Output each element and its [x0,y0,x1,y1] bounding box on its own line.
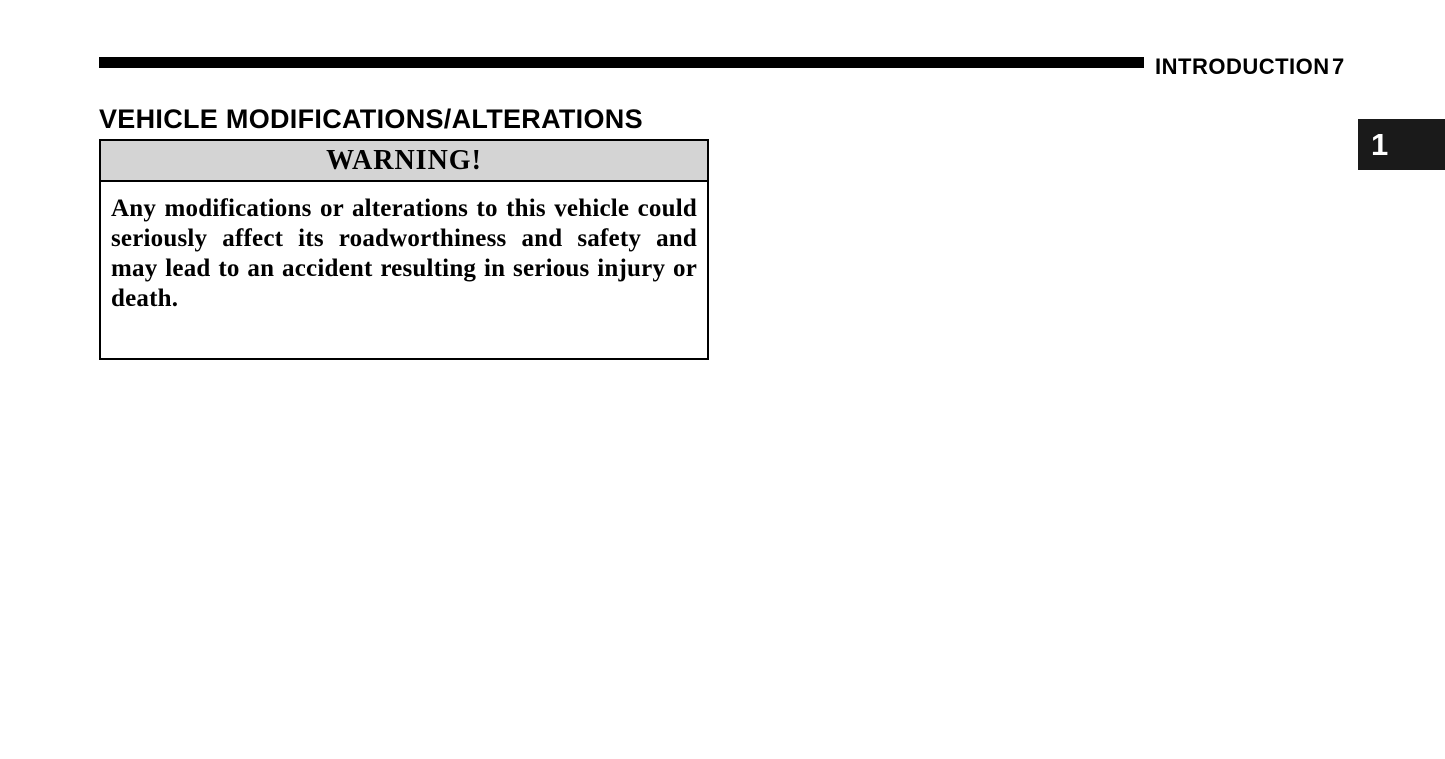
section-heading: VEHICLE MODIFICATIONS/ALTERATIONS [99,104,643,135]
page-number: 7 [1332,54,1345,79]
page-header [0,54,1445,80]
warning-title: WARNING! [326,144,482,176]
chapter-tab-number: 1 [1371,127,1389,162]
header-title: INTRODUCTION [1155,54,1330,79]
warning-text: Any modifications or alterations to this vehicle could seriously affect its roadworthiness and safety and may lead to an accident resulting in serious injury or death. [111,195,697,312]
warning-box [99,139,709,360]
warning-body [101,182,707,358]
chapter-tab [1358,119,1445,170]
header-rule [99,57,1144,68]
warning-title-bar [101,141,707,182]
